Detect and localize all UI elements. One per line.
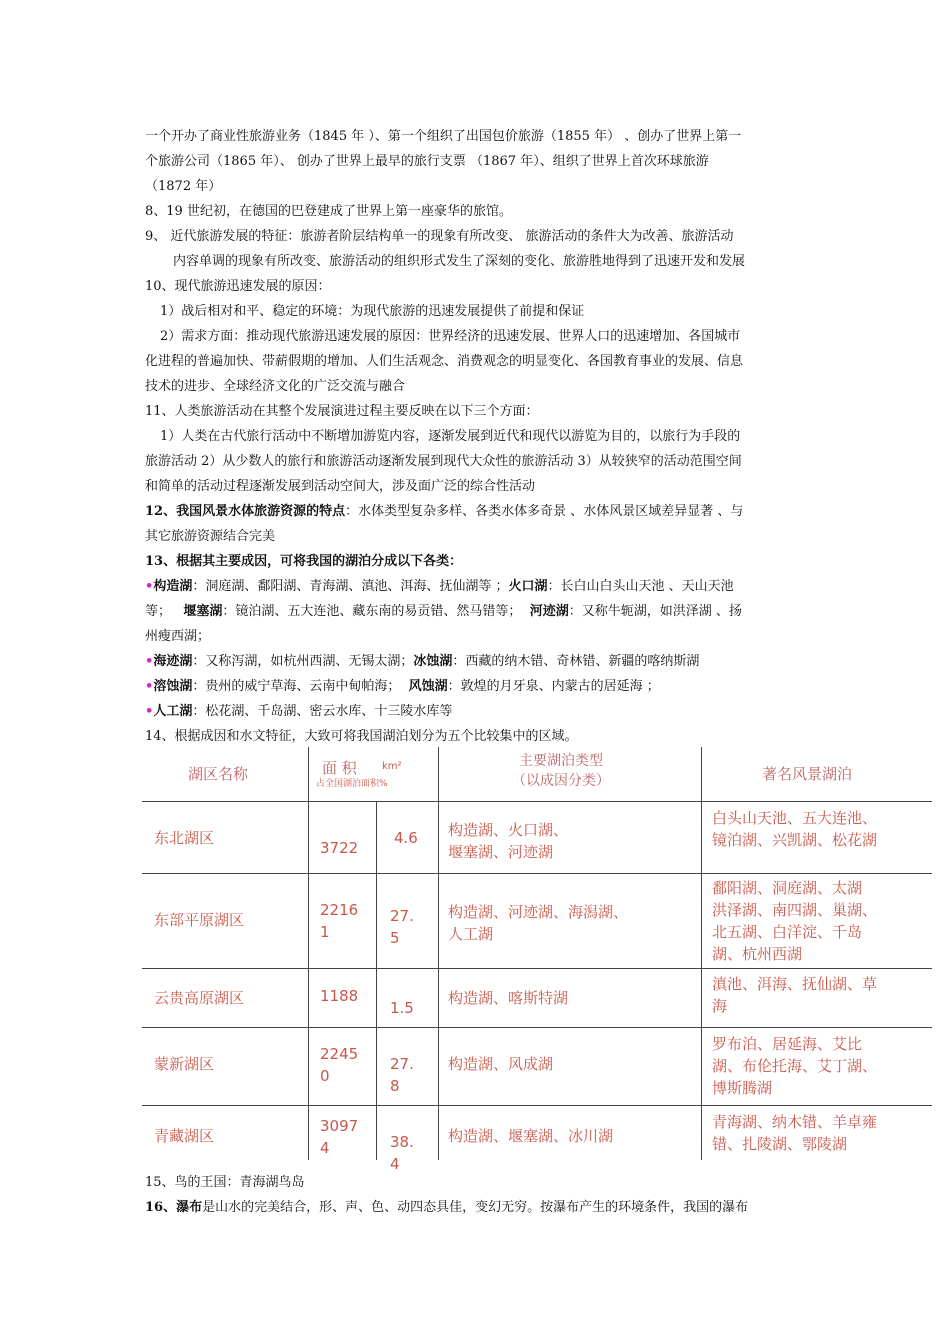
table-cell-name: 蒙新湖区 [154, 1055, 215, 1073]
table-cell-area: 2245 0 [320, 1045, 359, 1085]
table-divider [701, 747, 702, 1160]
table-divider [308, 747, 309, 1160]
table-divider [142, 1105, 932, 1106]
table-divider [376, 802, 377, 1160]
text-run: ：又称牛轭湖，如洪泽湖 、扬 [568, 604, 742, 619]
text-line: 技术的进步、全球经济文化的广泛交流与融合 [145, 379, 406, 394]
table-cell-area: 1188 [320, 987, 359, 1005]
text-line: 一个开办了商业性旅游业务（1845 年 ）、第一个组织了出国包价旅游（1855 年） 、创办了世界上第一 [145, 129, 742, 144]
text-line: 和简单的活动过程逐渐发展到活动空间大，涉及面广泛的综合性活动 [145, 479, 536, 494]
table-header-pct: 占全国湖泊面积% [316, 779, 388, 789]
text-run: ：松花湖、千岛湖、密云水库、十三陵水库等 [192, 704, 453, 719]
bullet-icon: • [145, 704, 154, 719]
table-cell-pct: 4.6 [394, 829, 418, 847]
text-line [145, 678, 815, 696]
table-divider [142, 873, 932, 874]
bullet-icon: • [145, 654, 154, 669]
table-cell-pct: 27. 5 [390, 907, 414, 947]
text-run: ：长白山白头山天池 、天山天池 [547, 579, 734, 594]
text-run: ：贵州的威宁草海、云南中甸帕海； [192, 679, 409, 694]
table-cell-famous: 滇池、洱海、抚仙湖、草 海 [712, 975, 878, 1015]
text-line [145, 703, 815, 721]
text-line: 州瘦西湖； [145, 629, 211, 644]
table-cell-type: 构造湖、堰塞湖、冰川湖 [448, 1127, 614, 1145]
text-line: 11、人类旅游活动在其整个发展演进过程主要反映在以下三个方面： [145, 404, 539, 419]
text-line [145, 1199, 815, 1217]
text-line: 1）人类在古代旅行活动中不断增加游览内容，逐渐发展到近代和现代以游览为目的，以旅行为手段的 [160, 429, 741, 444]
table-header-name: 湖区名称 [188, 765, 249, 783]
table-header-famous: 著名风景湖泊 [762, 765, 853, 783]
text-line: 旅游活动 2）从少数人的旅行和旅游活动逐渐发展到现代大众性的旅游活动 3）从较狭窄的活动范围空间 [145, 454, 742, 469]
text-line [145, 603, 815, 621]
text-line: （1872 年） [145, 179, 222, 194]
table-cell-famous: 白头山天池、五大连池、 镜泊湖、兴凯湖、松花湖 [712, 809, 878, 849]
text-line: 9、 近代旅游发展的特征：旅游者阶层结构单一的现象有所改变、 旅游活动的条件大为改善、旅游活动 [145, 229, 734, 244]
text-run: ：水体类型复杂多样、各类水体多奇景 、水体风景区域差异显著 、与 [345, 504, 744, 519]
lake-type-label: 堰塞湖 [183, 604, 223, 619]
table-divider [142, 1027, 932, 1028]
text-run: ：敦煌的月牙泉、内蒙古的居延海 ； [447, 679, 660, 694]
text-line: 内容单调的现象有所改变、旅游活动的组织形式发生了深刻的变化、旅游胜地得到了迅速开发和发展 [173, 254, 746, 269]
text-line [145, 653, 815, 671]
table-cell-area: 3722 [320, 839, 359, 857]
lake-type-label: 溶蚀湖 [153, 679, 193, 694]
text-line: 15、鸟的王国：青海湖鸟岛 [145, 1175, 305, 1190]
lake-type-label: 海迹湖 [153, 654, 193, 669]
text-line: 个旅游公司（1865 年）、 创办了世界上最早的旅行支票 （1867 年）、组织了世界上首次环球旅游 [145, 154, 709, 169]
table-divider [142, 968, 932, 969]
lake-region-table [142, 747, 932, 1173]
table-cell-type: 构造湖、风成湖 [448, 1055, 554, 1073]
text-line [145, 553, 815, 571]
table-cell-name: 云贵高原湖区 [154, 989, 245, 1007]
text-line: 1）战后相对和平、稳定的环境：为现代旅游的迅速发展提供了前提和保证 [160, 304, 585, 319]
text-line: 8、19 世纪初，在德国的巴登建成了世界上第一座豪华的旅馆。 [145, 204, 512, 219]
text-run: ：西藏的纳木错、奇林错、新疆的喀纳斯湖 [452, 654, 700, 669]
bullet-icon: • [145, 679, 154, 694]
text-line [145, 578, 815, 596]
table-cell-area: 3097 4 [320, 1117, 359, 1157]
lake-type-label: 构造湖 [153, 579, 193, 594]
table-cell-name: 东部平原湖区 [154, 911, 245, 929]
text-line: 14、根据成因和水文特征，大致可将我国湖泊划分为五个比较集中的区域。 [145, 729, 578, 744]
table-header-type: 主要湖泊类型 （以成因分类） [512, 753, 610, 789]
table-cell-pct: 1.5 [390, 999, 414, 1017]
table-cell-name: 青藏湖区 [154, 1127, 215, 1145]
text-line: 化进程的普遍加快、带薪假期的增加、人们生活观念、消费观念的明显变化、各国教育事业的发展、信息 [145, 354, 744, 369]
table-header-unit: km² [382, 761, 402, 772]
table-divider [438, 747, 439, 1160]
bold-heading: 13、根据其主要成因，可将我国的湖泊分成以下各类： [145, 554, 463, 569]
table-cell-famous: 青海湖、纳木错、羊卓雍 错、扎陵湖、鄂陵湖 [712, 1113, 878, 1153]
bold-heading: 12、我国风景水体旅游资源的特点 [145, 504, 346, 519]
bullet-icon: • [145, 579, 154, 594]
table-header-area: 面 积 [322, 759, 357, 777]
table-cell-area: 2216 1 [320, 901, 359, 941]
table-cell-famous: 罗布泊、居延海、艾比 湖、布伦托海、艾丁湖、 博斯腾湖 [712, 1035, 878, 1097]
table-cell-type: 构造湖、火口湖、 堰塞湖、河迹湖 [448, 821, 569, 861]
text-run: ：镜泊湖、五大连池、藏东南的易贡错、然马错等； [222, 604, 530, 619]
text-line: 2）需求方面：推动现代旅游迅速发展的原因：世界经济的迅速发展、世界人口的迅速增加、各国城市 [160, 329, 741, 344]
text-line: 其它旅游资源结合完美 [145, 529, 276, 544]
lake-type-label: 风蚀湖 [408, 679, 448, 694]
text-run: ：洞庭湖、鄱阳湖、青海湖、滇池、洱海、抚仙湖等 ； [192, 579, 509, 594]
lake-type-label: 人工湖 [153, 704, 193, 719]
lake-type-label: 冰蚀湖 [413, 654, 453, 669]
table-cell-famous: 鄱阳湖、洞庭湖、太湖 洪泽湖、南四湖、巢湖、 北五湖、白洋淀、千岛 湖、杭州西湖 [712, 879, 878, 963]
table-divider [142, 801, 932, 802]
table-cell-type: 构造湖、河迹湖、海潟湖、 人工湖 [448, 903, 629, 943]
bold-heading: 16、瀑布 [145, 1200, 203, 1215]
lake-type-label: 河迹湖 [529, 604, 569, 619]
table-cell-pct: 38. 4 [390, 1133, 414, 1173]
table-cell-name: 东北湖区 [154, 829, 215, 847]
table-cell-pct: 27. 8 [390, 1055, 414, 1095]
text-run: 是山水的完美结合，形、声、色、动四态具佳，变幻无穷。按瀑布产生的环境条件，我国的瀑布 [202, 1200, 749, 1215]
text-line [145, 503, 815, 521]
text-run: 等； [145, 604, 184, 619]
text-line: 10、现代旅游迅速发展的原因： [145, 279, 331, 294]
table-cell-type: 构造湖、喀斯特湖 [448, 989, 569, 1007]
text-run: ：又称泻湖，如杭州西湖、无锡太湖； [192, 654, 414, 669]
lake-type-label: 火口湖 [508, 579, 548, 594]
